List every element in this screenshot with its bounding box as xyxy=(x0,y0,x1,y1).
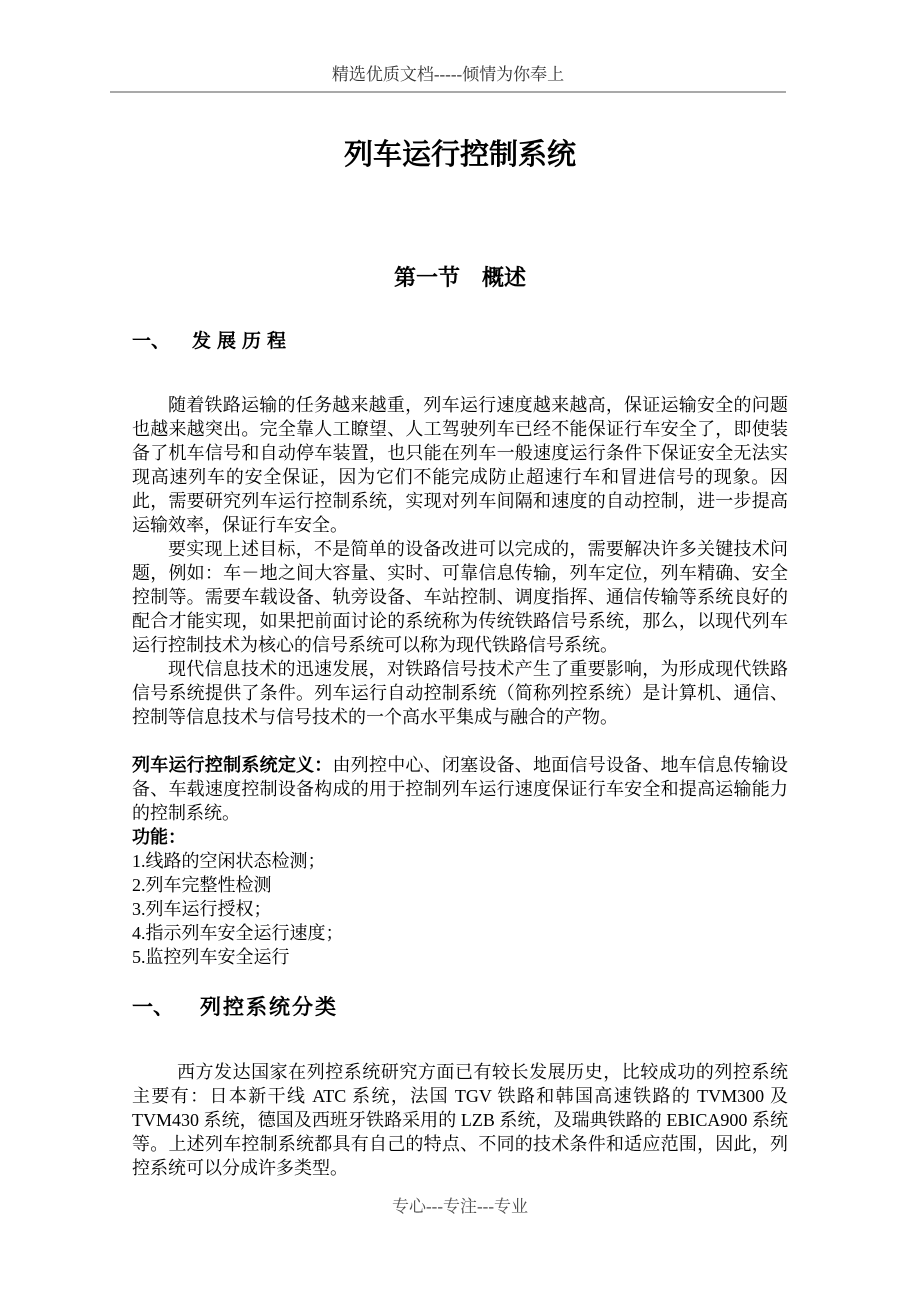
definition-paragraph xyxy=(132,753,788,825)
document-title: 列车运行控制系统 xyxy=(343,139,576,171)
paragraph: 西方发达国家在列控系统研究方面已有较长发展历史，比较成功的列控系统主要有：日本新干线 ATC 系统，法国 TGV 铁路和韩国高速铁路的 TVM300 及 TVM430 系统，德国及西班牙铁路采用的 LZB 系统，及瑞典铁路的 EBICA900 系统等。上述列车控制系统都具有自己的特点、不同的技术条件和适应范围，因此，列控系统可以分成许多类型。 xyxy=(132,1062,788,1178)
definition-text: 由列控中心、闭塞设备、地面信号设备、地车信息传输设备、车载速度控制设备构成的用于控制列车运行速度保证行车安全和提高运输能力的控制系统。 xyxy=(132,755,788,823)
subsection-heading-system-classification xyxy=(132,994,788,1021)
document-body xyxy=(132,138,788,1180)
heading-label: 发展历程 xyxy=(192,331,293,352)
section-heading: 第一节 概述 xyxy=(393,265,526,290)
page-header xyxy=(110,64,786,93)
header-text: 精选优质文档-----倾情为你奉上 xyxy=(331,65,565,84)
heading-label: 列控系统分类 xyxy=(200,995,338,1019)
paragraph: 随着铁路运输的任务越来越重，列车运行速度越来越高，保证运输安全的问题也越来越突出。完全靠人工瞭望、人工驾驶列车已经不能保证行车安全了，即使装备了机车信号和自动停车装置，也只能在列车一般速度运行条件下保证安全无法实现高速列车的安全保证，因为它们不能完成防止超速行车和冒进信号的现象。因此，需要研究列车运行控制系统，实现对列车间隔和速度的自动控制，进一步提高运输效率，保证行车安全。 xyxy=(132,395,788,535)
paragraph: 现代信息技术的迅速发展，对铁路信号技术产生了重要影响，为形成现代铁路信号系统提供了条件。列车运行自动控制系统（简称列控系统）是计算机、通信、控制等信息技术与信号技术的一个高水平集成与融合的产物。 xyxy=(132,659,788,727)
heading-number: 一、 xyxy=(132,995,174,1019)
function-item: 4.指示列车安全运行速度； xyxy=(132,923,344,943)
functions-label: 功能： xyxy=(132,827,186,847)
page-footer xyxy=(0,1196,920,1218)
function-item: 5.监控列车安全运行 xyxy=(132,947,290,967)
footer-text: 专心---专注---专业 xyxy=(392,1197,528,1216)
definition-label: 列车运行控制系统定义： xyxy=(132,755,333,775)
subsection-heading-development-history xyxy=(132,330,788,353)
heading-number: 一、 xyxy=(132,331,171,352)
function-item: 3.列车运行授权； xyxy=(132,899,272,919)
paragraph: 要实现上述目标，不是简单的设备改进可以完成的，需要解决许多关键技术问题，例如：车－地之间大容量、实时、可靠信息传输，列车定位，列车精确、安全控制等。需要车载设备、轨旁设备、车站控制、调度指挥、通信传输等系统良好的配合才能实现，如果把前面讨论的系统称为传统铁路信号系统，那么，以现代列车运行控制技术为核心的信号系统可以称为现代铁路信号系统。 xyxy=(132,539,788,655)
function-item: 2.列车完整性检测 xyxy=(132,875,272,895)
function-item: 1.线路的空闲状态检测； xyxy=(132,851,326,871)
